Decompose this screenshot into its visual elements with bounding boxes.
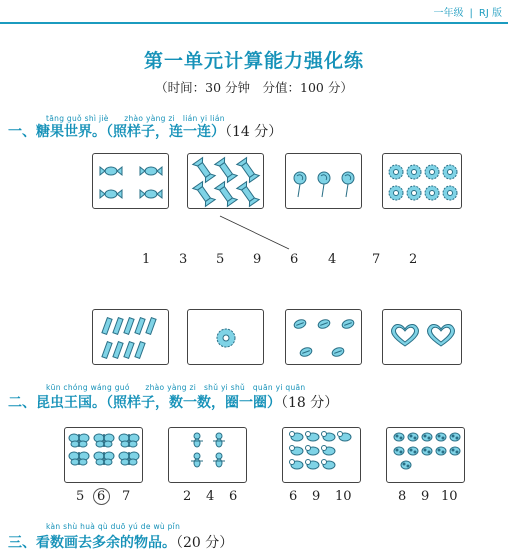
section2-heading bbox=[8, 392, 338, 412]
card-donut bbox=[187, 309, 264, 365]
number-5: 5 bbox=[216, 252, 225, 267]
number-6: 6 bbox=[290, 252, 299, 267]
section2-score: （18 分） bbox=[281, 395, 339, 411]
section1-pinyin: tāng guǒ shì jiè zhào yàng zi lián yi lián bbox=[46, 114, 225, 123]
section3-score: （20 分） bbox=[176, 535, 234, 551]
ladybug-icon bbox=[387, 428, 466, 484]
donut-icon bbox=[188, 310, 265, 366]
section1-score: （14 分） bbox=[225, 124, 283, 140]
option[interactable]: 5 bbox=[76, 489, 85, 504]
section2-pinyin: kūn chóng wáng guó zhào yàng zi shǔ yi shǔ quān yi quān bbox=[46, 383, 306, 392]
option[interactable]: 9 bbox=[312, 489, 321, 504]
option[interactable]: 4 bbox=[206, 489, 215, 504]
option[interactable]: 10 bbox=[441, 489, 458, 504]
pencil-icon bbox=[93, 310, 170, 366]
option[interactable]: 8 bbox=[398, 489, 407, 504]
option[interactable]: 7 bbox=[122, 489, 131, 504]
ant-icon bbox=[169, 428, 248, 484]
card-hearts bbox=[382, 309, 462, 365]
section1-title: 一、糖果世界。（照样子，连一连） bbox=[8, 124, 225, 140]
card-pencils bbox=[92, 309, 169, 365]
edition-label: RJ 版 bbox=[478, 8, 502, 19]
heart-icon bbox=[383, 310, 463, 366]
section3-pinyin: kàn shù huà qù duō yú de wù pǐn bbox=[46, 522, 181, 531]
number-9: 9 bbox=[253, 252, 262, 267]
number-2: 2 bbox=[409, 252, 418, 267]
option[interactable]: 6 bbox=[229, 489, 238, 504]
section3-heading bbox=[8, 532, 233, 552]
time-score-line: （时间：30 分钟 分值：100 分） bbox=[155, 80, 353, 95]
oval-candy-icon bbox=[286, 310, 363, 366]
card-butterflies bbox=[64, 427, 143, 483]
option-circled[interactable]: 6 bbox=[97, 489, 106, 504]
option[interactable]: 2 bbox=[183, 489, 192, 504]
card-oval-candies bbox=[285, 309, 362, 365]
page-title: 第一单元计算能力强化练 bbox=[143, 50, 364, 72]
number-4: 4 bbox=[328, 252, 337, 267]
card-ants bbox=[168, 427, 247, 483]
section2-title: 二、昆虫王国。（照样子，数一数，圈一圈） bbox=[8, 395, 281, 411]
number-7: 7 bbox=[372, 252, 381, 267]
option[interactable]: 10 bbox=[335, 489, 352, 504]
option[interactable]: 6 bbox=[289, 489, 298, 504]
section3-title: 三、看数画去多余的物品。 bbox=[8, 535, 176, 551]
butterfly-icon bbox=[65, 428, 144, 484]
option[interactable]: 9 bbox=[421, 489, 430, 504]
number-1: 1 bbox=[142, 252, 151, 267]
number-3: 3 bbox=[179, 252, 188, 267]
card-bees bbox=[282, 427, 361, 483]
grade-label: 一年级 bbox=[433, 8, 464, 19]
bee-icon bbox=[283, 428, 362, 484]
header-separator: | bbox=[469, 8, 473, 19]
card-ladybugs bbox=[386, 427, 465, 483]
